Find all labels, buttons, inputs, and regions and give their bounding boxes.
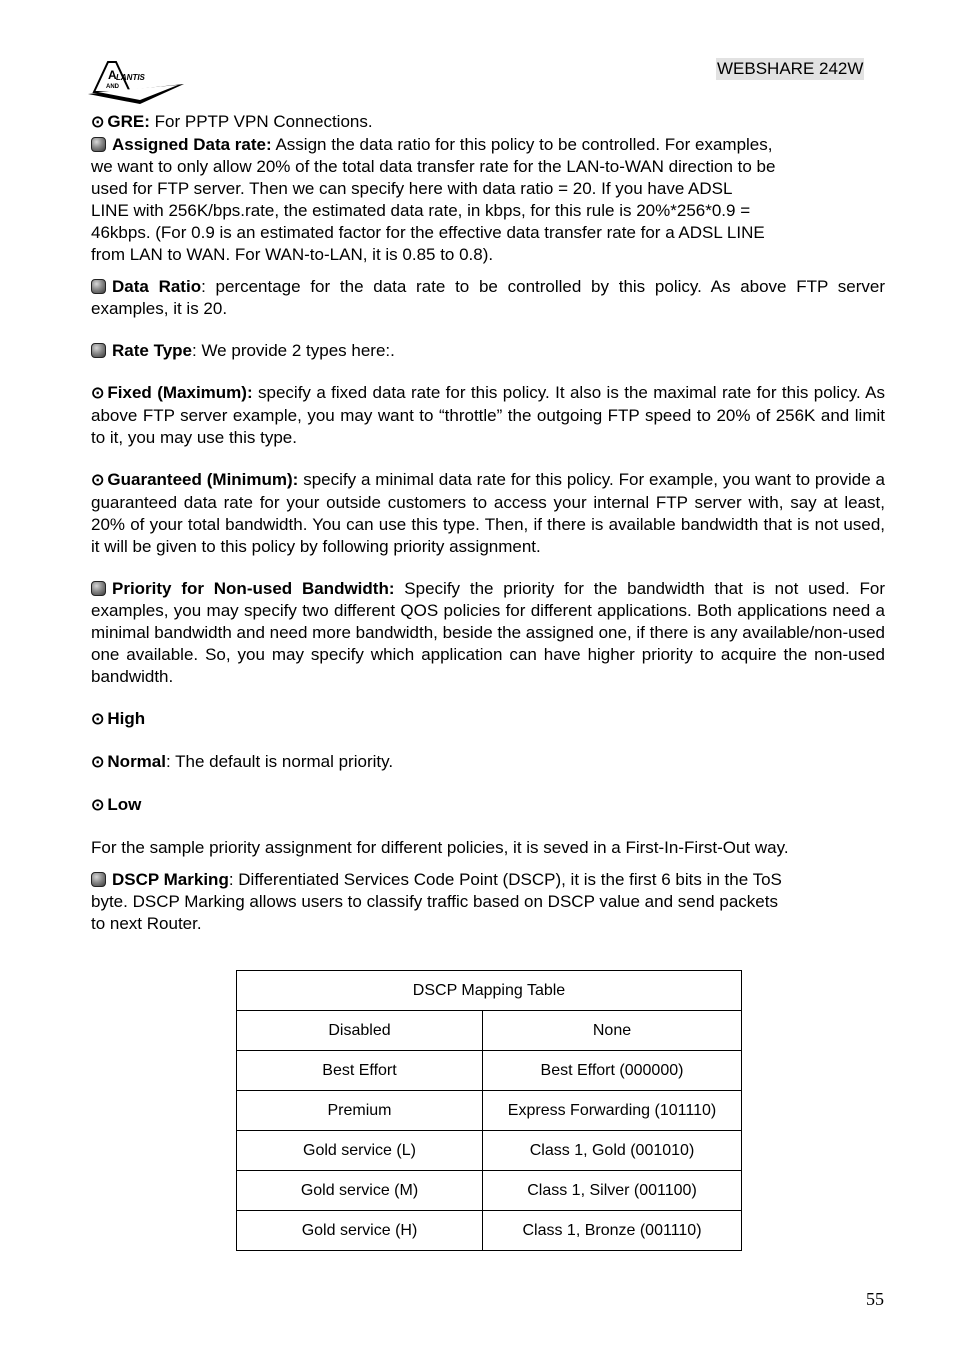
table-cell: Class 1, Silver (001100) (483, 1171, 742, 1211)
circle-bullet-icon: ⊙ (91, 754, 105, 771)
priority-item: Priority for Non-used Bandwidth: Specify the priority for the bandwidth that is not used. For examples, you may specify two different QOS policies for different applications. Both applications need a minimal bandwidth and need more bandwidth, beside the assigned one, if there is any available/non-used one available. So, you may specify which application can have higher priority to acquire the non-used bandwidth. (91, 579, 885, 686)
ball-bullet-icon (91, 137, 106, 152)
svg-text:A: A (108, 68, 117, 82)
table-row (237, 1211, 742, 1251)
svg-text:LANTIS: LANTIS (116, 73, 145, 82)
table-cell: Gold service (L) (237, 1131, 483, 1171)
table-title: DSCP Mapping Table (237, 971, 742, 1011)
fixed-item: ⊙ Fixed (Maximum): specify a fixed data rate for this policy. It also is the maximal rate for this policy. As above FTP server example, you may want to “throttle” the outgoing FTP speed to 20% of 256K and limit to it, you may use this type. (91, 383, 885, 447)
assigned-rate-item: Assigned Data rate: Assign the data ratio for this policy to be controlled. For examples, we want to only allow 20% of the total data transfer rate for the LAN-to-WAN direction to be used for FTP server. Then we can specify here with data ratio = 20. If you have ADSL LINE with 256K/bps.rate, the estimated data rate, in kbps, for this rule is 20%*256*0.9 = 46kbps. (For 0.9 is an estimated factor for the effective data transfer rate for a ADSL LINE from LAN to WAN. For WAN-to-LAN, it is 0.85 to 0.8). (91, 135, 776, 264)
body-text (91, 111, 885, 935)
data-ratio-item: Data Ratio: percentage for the data rate to be controlled by this policy. As above FTP server examples, it is 20. (91, 277, 885, 318)
table-row (237, 1091, 742, 1131)
high-item: ⊙ High (91, 709, 146, 728)
gre-item: ⊙ GRE: For PPTP VPN Connections. (91, 112, 373, 131)
table-row (237, 1011, 742, 1051)
table-row (237, 1131, 742, 1171)
ball-bullet-icon (91, 581, 106, 596)
table-cell: Best Effort (237, 1051, 483, 1091)
table-cell: Best Effort (000000) (483, 1051, 742, 1091)
circle-bullet-icon: ⊙ (91, 472, 105, 489)
circle-bullet-icon: ⊙ (91, 385, 105, 402)
sample-note: For the sample priority assignment for different policies, it is seved in a First-In-First-Out way. (91, 838, 789, 857)
table-cell: Gold service (H) (237, 1211, 483, 1251)
ball-bullet-icon (91, 279, 106, 294)
ball-bullet-icon (91, 872, 106, 887)
circle-bullet-icon: ⊙ (91, 114, 105, 131)
dscp-item: DSCP Marking: Differentiated Services Code Point (DSCP), it is the first 6 bits in the ToS byte. DSCP Marking allows users to classify traffic based on DSCP value and send packets to next Router. (91, 870, 782, 933)
table-cell: Express Forwarding (101110) (483, 1091, 742, 1131)
table-header-row (237, 971, 742, 1011)
normal-item: ⊙ Normal: The default is normal priority. (91, 752, 394, 771)
table-row (237, 1051, 742, 1091)
dscp-mapping-table (236, 970, 742, 1251)
circle-bullet-icon: ⊙ (91, 711, 105, 728)
document-title: WEBSHARE 242W (717, 59, 864, 78)
table-cell: Disabled (237, 1011, 483, 1051)
svg-text:AND: AND (106, 84, 119, 90)
table-cell: Gold service (M) (237, 1171, 483, 1211)
table-cell: Class 1, Bronze (001110) (483, 1211, 742, 1251)
table-row (237, 1171, 742, 1211)
low-item: ⊙ Low (91, 795, 142, 814)
table-cell: None (483, 1011, 742, 1051)
circle-bullet-icon: ⊙ (91, 797, 105, 814)
ball-bullet-icon (91, 343, 106, 358)
rate-type-item: Rate Type: We provide 2 types here:. (91, 340, 885, 362)
table-cell: Premium (237, 1091, 483, 1131)
page-number: 55 (866, 1289, 884, 1309)
table-cell: Class 1, Gold (001010) (483, 1131, 742, 1171)
atlantis-land-logo (86, 58, 186, 104)
guaranteed-item: ⊙ Guaranteed (Minimum): specify a minimal data rate for this policy. For example, you want to provide a guaranteed data rate for your outside customers to access your internal FTP server with, say at least, 20% of your total bandwidth. You can use this type. Then, if there is available bandwidth that is not used, it will be given to this policy by following priority assignment. (91, 470, 885, 556)
